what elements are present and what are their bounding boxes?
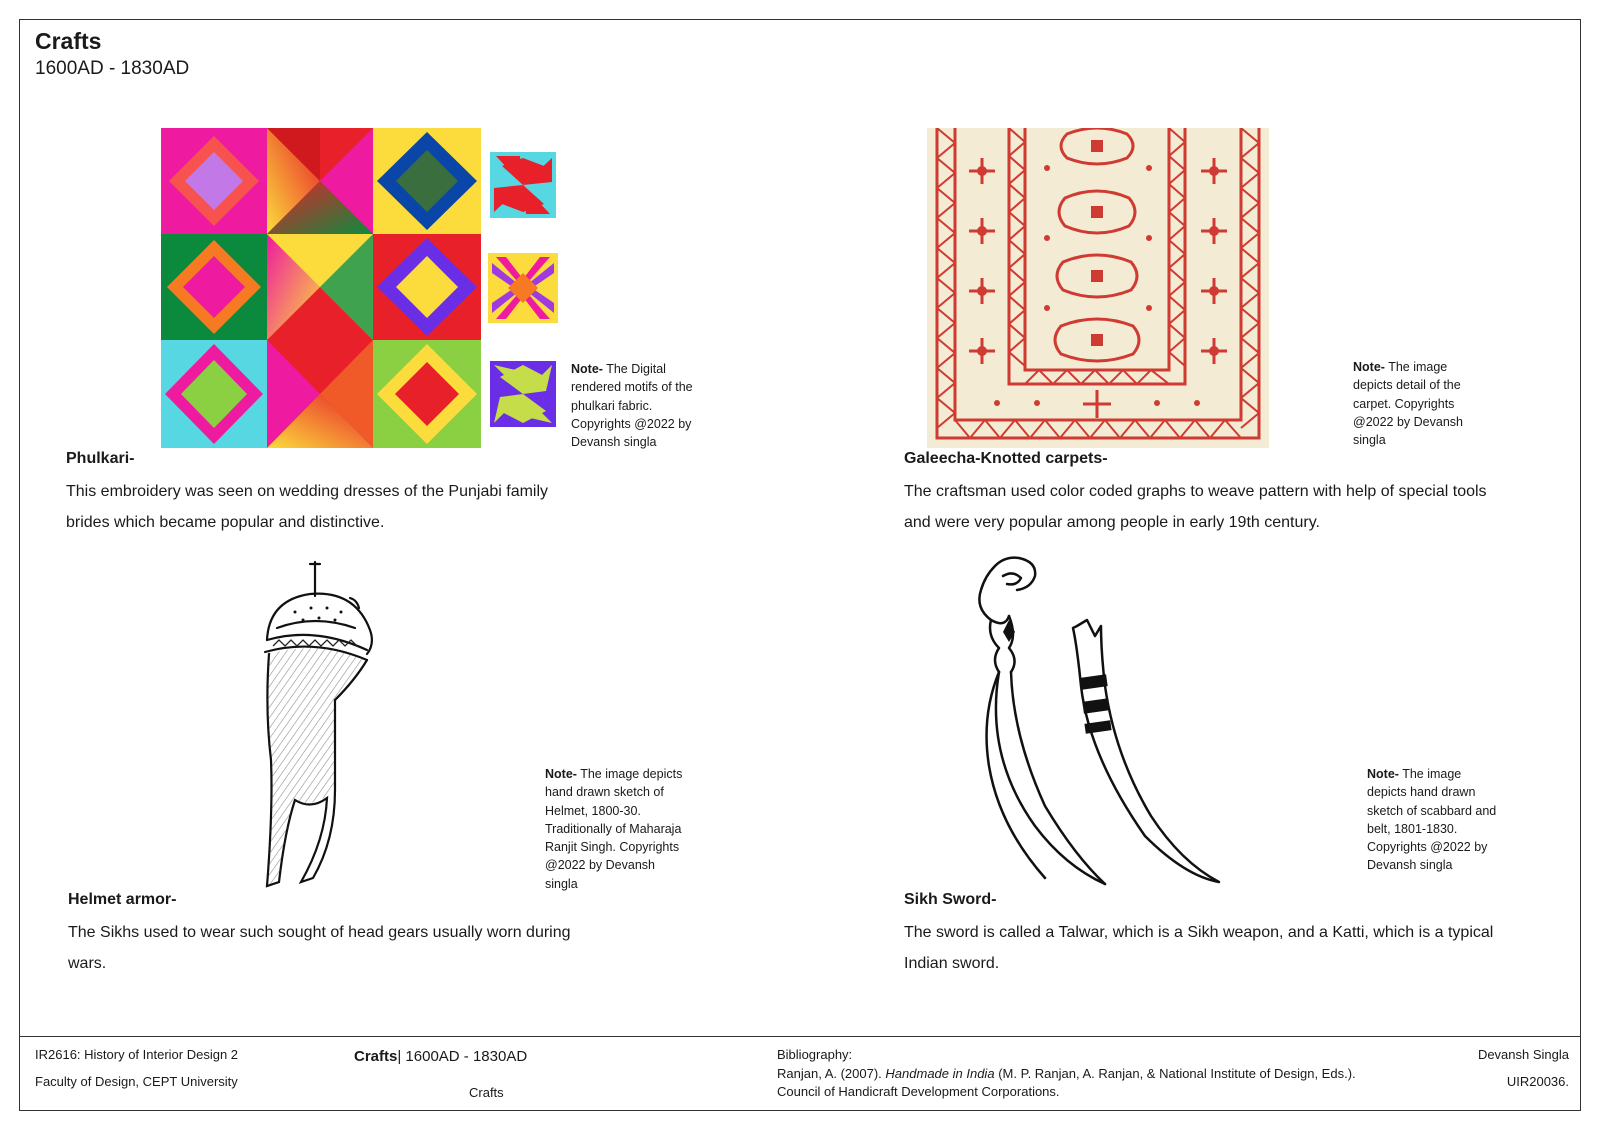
note-text: The image depicts hand drawn sketch of Helmet, 1800-30. Traditionally of Maharaja Ranjit Singh. Copyrights @2022 by Devansh singla (545, 767, 683, 891)
phulkari-title: Phulkari- (66, 450, 135, 467)
page-subtitle: 1600AD - 1830AD (35, 58, 190, 79)
sword-description: The sword is called a Talwar, which is a Sikh weapon, and a Katti, which is a typical Indian sword. (904, 924, 1494, 972)
footer-bibliography (777, 1065, 1377, 1101)
footer-center-title (354, 1048, 527, 1065)
sword-title: Sikh Sword- (904, 891, 997, 908)
galeecha-carpet-image (927, 128, 1269, 448)
footer-center-sub: Crafts (469, 1085, 504, 1100)
phulkari-description: This embroidery was seen on wedding dresses of the Punjabi family brides which became popular and distinctive. (66, 483, 549, 531)
footer-bibliography-label: Bibliography: (777, 1047, 853, 1062)
note-label: Note- (1353, 360, 1385, 374)
galeecha-description: The craftsman used color coded graphs to weave pattern with help of special tools and were very popular among people in early 19th century. (904, 483, 1487, 531)
page-title: Crafts (35, 28, 102, 54)
bib-title: Handmade in India (885, 1066, 995, 1081)
footer-roll-number: UIR20036. (1506, 1074, 1569, 1089)
note-label: Note- (571, 362, 603, 376)
phulkari-motif-small-1 (490, 152, 556, 218)
galeecha-note (1353, 358, 1483, 449)
phulkari-motif-grid (161, 128, 481, 448)
helmet-title: Helmet armor- (68, 891, 177, 908)
footer-center-rest: | 1600AD - 1830AD (397, 1048, 528, 1065)
sword-sketch (965, 556, 1235, 886)
phulkari-note (571, 360, 701, 451)
sword-note (1367, 765, 1497, 875)
bib-author: Ranjan, A. (2007). (777, 1066, 882, 1081)
note-text: The image depicts detail of the carpet. Copyrights @2022 by Devansh singla (1353, 360, 1463, 448)
phulkari-motif-small-3 (490, 361, 556, 427)
helmet-note (545, 765, 690, 893)
helmet-description: The Sikhs used to wear such sought of head gears usually worn during wars. (68, 924, 571, 972)
footer-course: IR2616: History of Interior Design 2 (35, 1047, 239, 1062)
bib-rest: (M. P. Ranjan, A. Ranjan, & National Institute of Design, Eds.). Council of Handicraft Development Corporations. (777, 1066, 1356, 1099)
note-label: Note- (545, 767, 577, 781)
footer-divider (19, 1036, 1581, 1037)
helmet-sketch (255, 560, 385, 892)
galeecha-title: Galeecha-Knotted carpets- (904, 450, 1108, 467)
footer-author: Devansh Singla (1477, 1047, 1569, 1062)
footer-center-bold: Crafts (354, 1048, 398, 1065)
note-label: Note- (1367, 767, 1399, 781)
note-text: The image depicts hand drawn sketch of scabbard and belt, 1801-1830. Copyrights @2022 by Devansh singla (1367, 767, 1497, 873)
note-text: The Digital rendered motifs of the phulkari fabric. Copyrights @2022 by Devansh singla (571, 362, 693, 450)
footer-faculty: Faculty of Design, CEPT University (35, 1074, 238, 1089)
phulkari-motif-small-2 (488, 253, 558, 323)
